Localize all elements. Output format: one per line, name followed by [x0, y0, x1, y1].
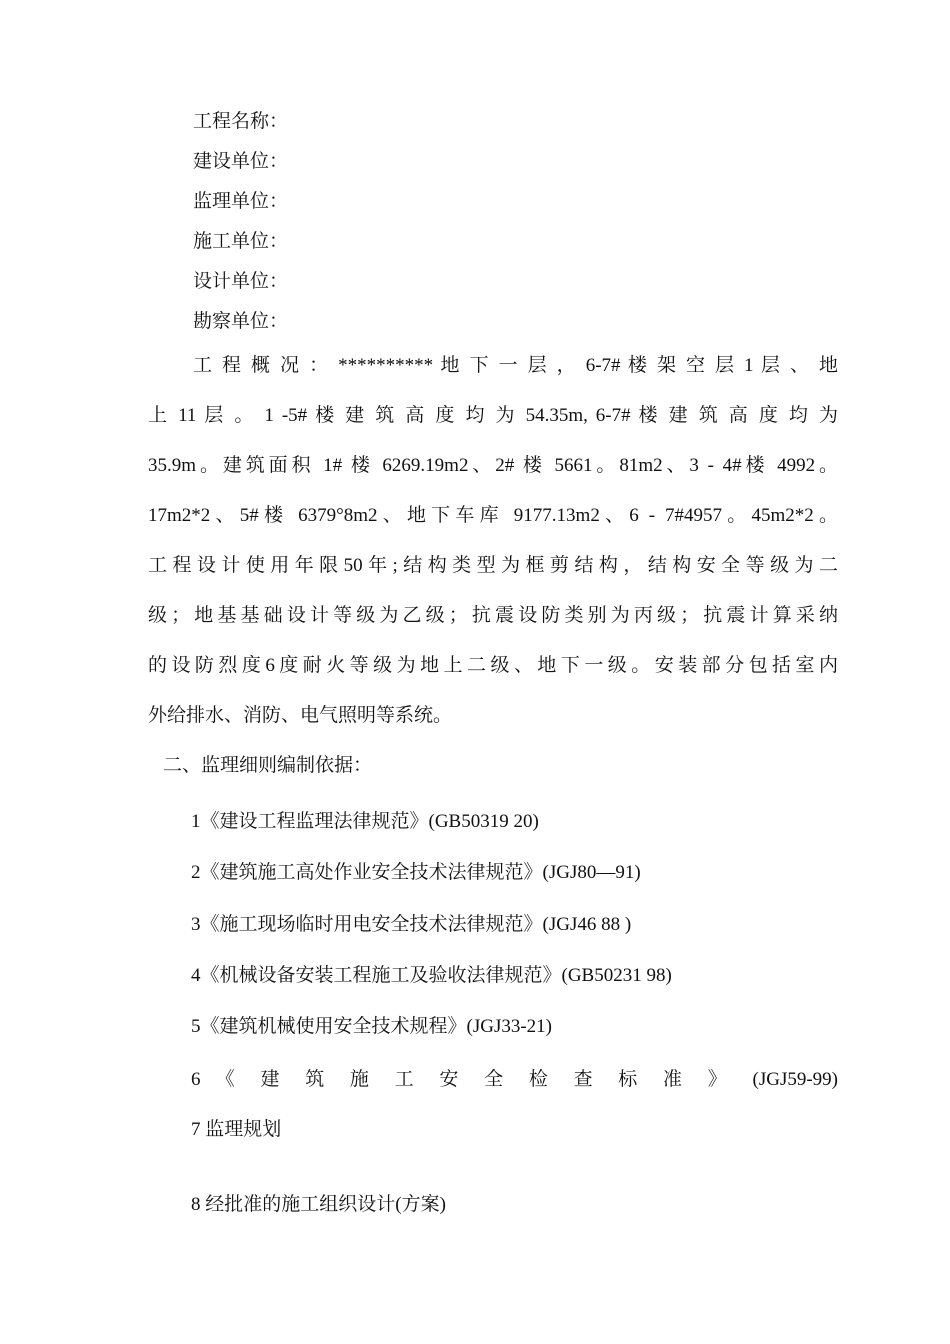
reference-item: 7 监理规划 — [191, 1119, 282, 1140]
supervision-unit-label: 监理单位： — [193, 191, 289, 212]
overview-line: 上 11 层 。 1 -5# 楼 建 筑 高 度 均 为 54.35m, 6-7# 楼 建 筑 高 度 均 为 — [148, 405, 838, 426]
reference-item: 1《建设工程监理法律规范》(GB50319 20) — [191, 811, 539, 832]
overview-line: 17m2*2、5#楼 6379°8m2、地下车库 9177.13m2、6 - 7#4957。45m2*2。 — [148, 505, 838, 526]
section-heading: 二、监理细则编制依据： — [163, 755, 373, 776]
reference-item: 3《施工现场临时用电安全技术法律规范》(JGJ46 88 ) — [191, 914, 632, 935]
contractor-unit-label: 施工单位： — [193, 231, 289, 252]
survey-unit-label: 勘察单位： — [193, 311, 289, 332]
overview-line: 外给排水、消防、电气照明等系统。 — [148, 705, 453, 726]
project-name-label: 工程名称： — [193, 111, 289, 132]
reference-item: 5《建筑机械使用安全技术规程》(JGJ33-21) — [191, 1016, 552, 1037]
overview-line: 级；地基基础设计等级为乙级；抗震设防类别为丙级；抗震计算采纳 — [148, 605, 838, 626]
reference-item: 6 《 建 筑 施 工 安 全 检 查 标 准 》 (JGJ59-99) — [191, 1069, 838, 1090]
reference-item: 8 经批准的施工组织设计(方案) — [191, 1194, 446, 1215]
overview-line: 的设防烈度6度耐火等级为地上二级、地下一级。安装部分包括室内 — [148, 655, 838, 676]
construction-unit-label: 建设单位： — [193, 151, 289, 172]
reference-item: 2《建筑施工高处作业安全技术法律规范》(JGJ80—91) — [191, 862, 641, 883]
overview-line: 35.9m。建筑面积 1# 楼 6269.19m2、2# 楼 5661。81m2、3 - 4#楼 4992。 — [148, 455, 838, 476]
overview-line: 工程设计使用年限50年;结构类型为框剪结构，结构安全等级为二 — [148, 555, 838, 576]
design-unit-label: 设计单位： — [193, 271, 289, 292]
reference-item: 4《机械设备安装工程施工及验收法律规范》(GB50231 98) — [191, 965, 672, 986]
overview-line: 工 程 概 况 ： ********** 地 下 一 层 ， 6-7# 楼 架 空 层 1 层 、 地 — [193, 355, 838, 376]
